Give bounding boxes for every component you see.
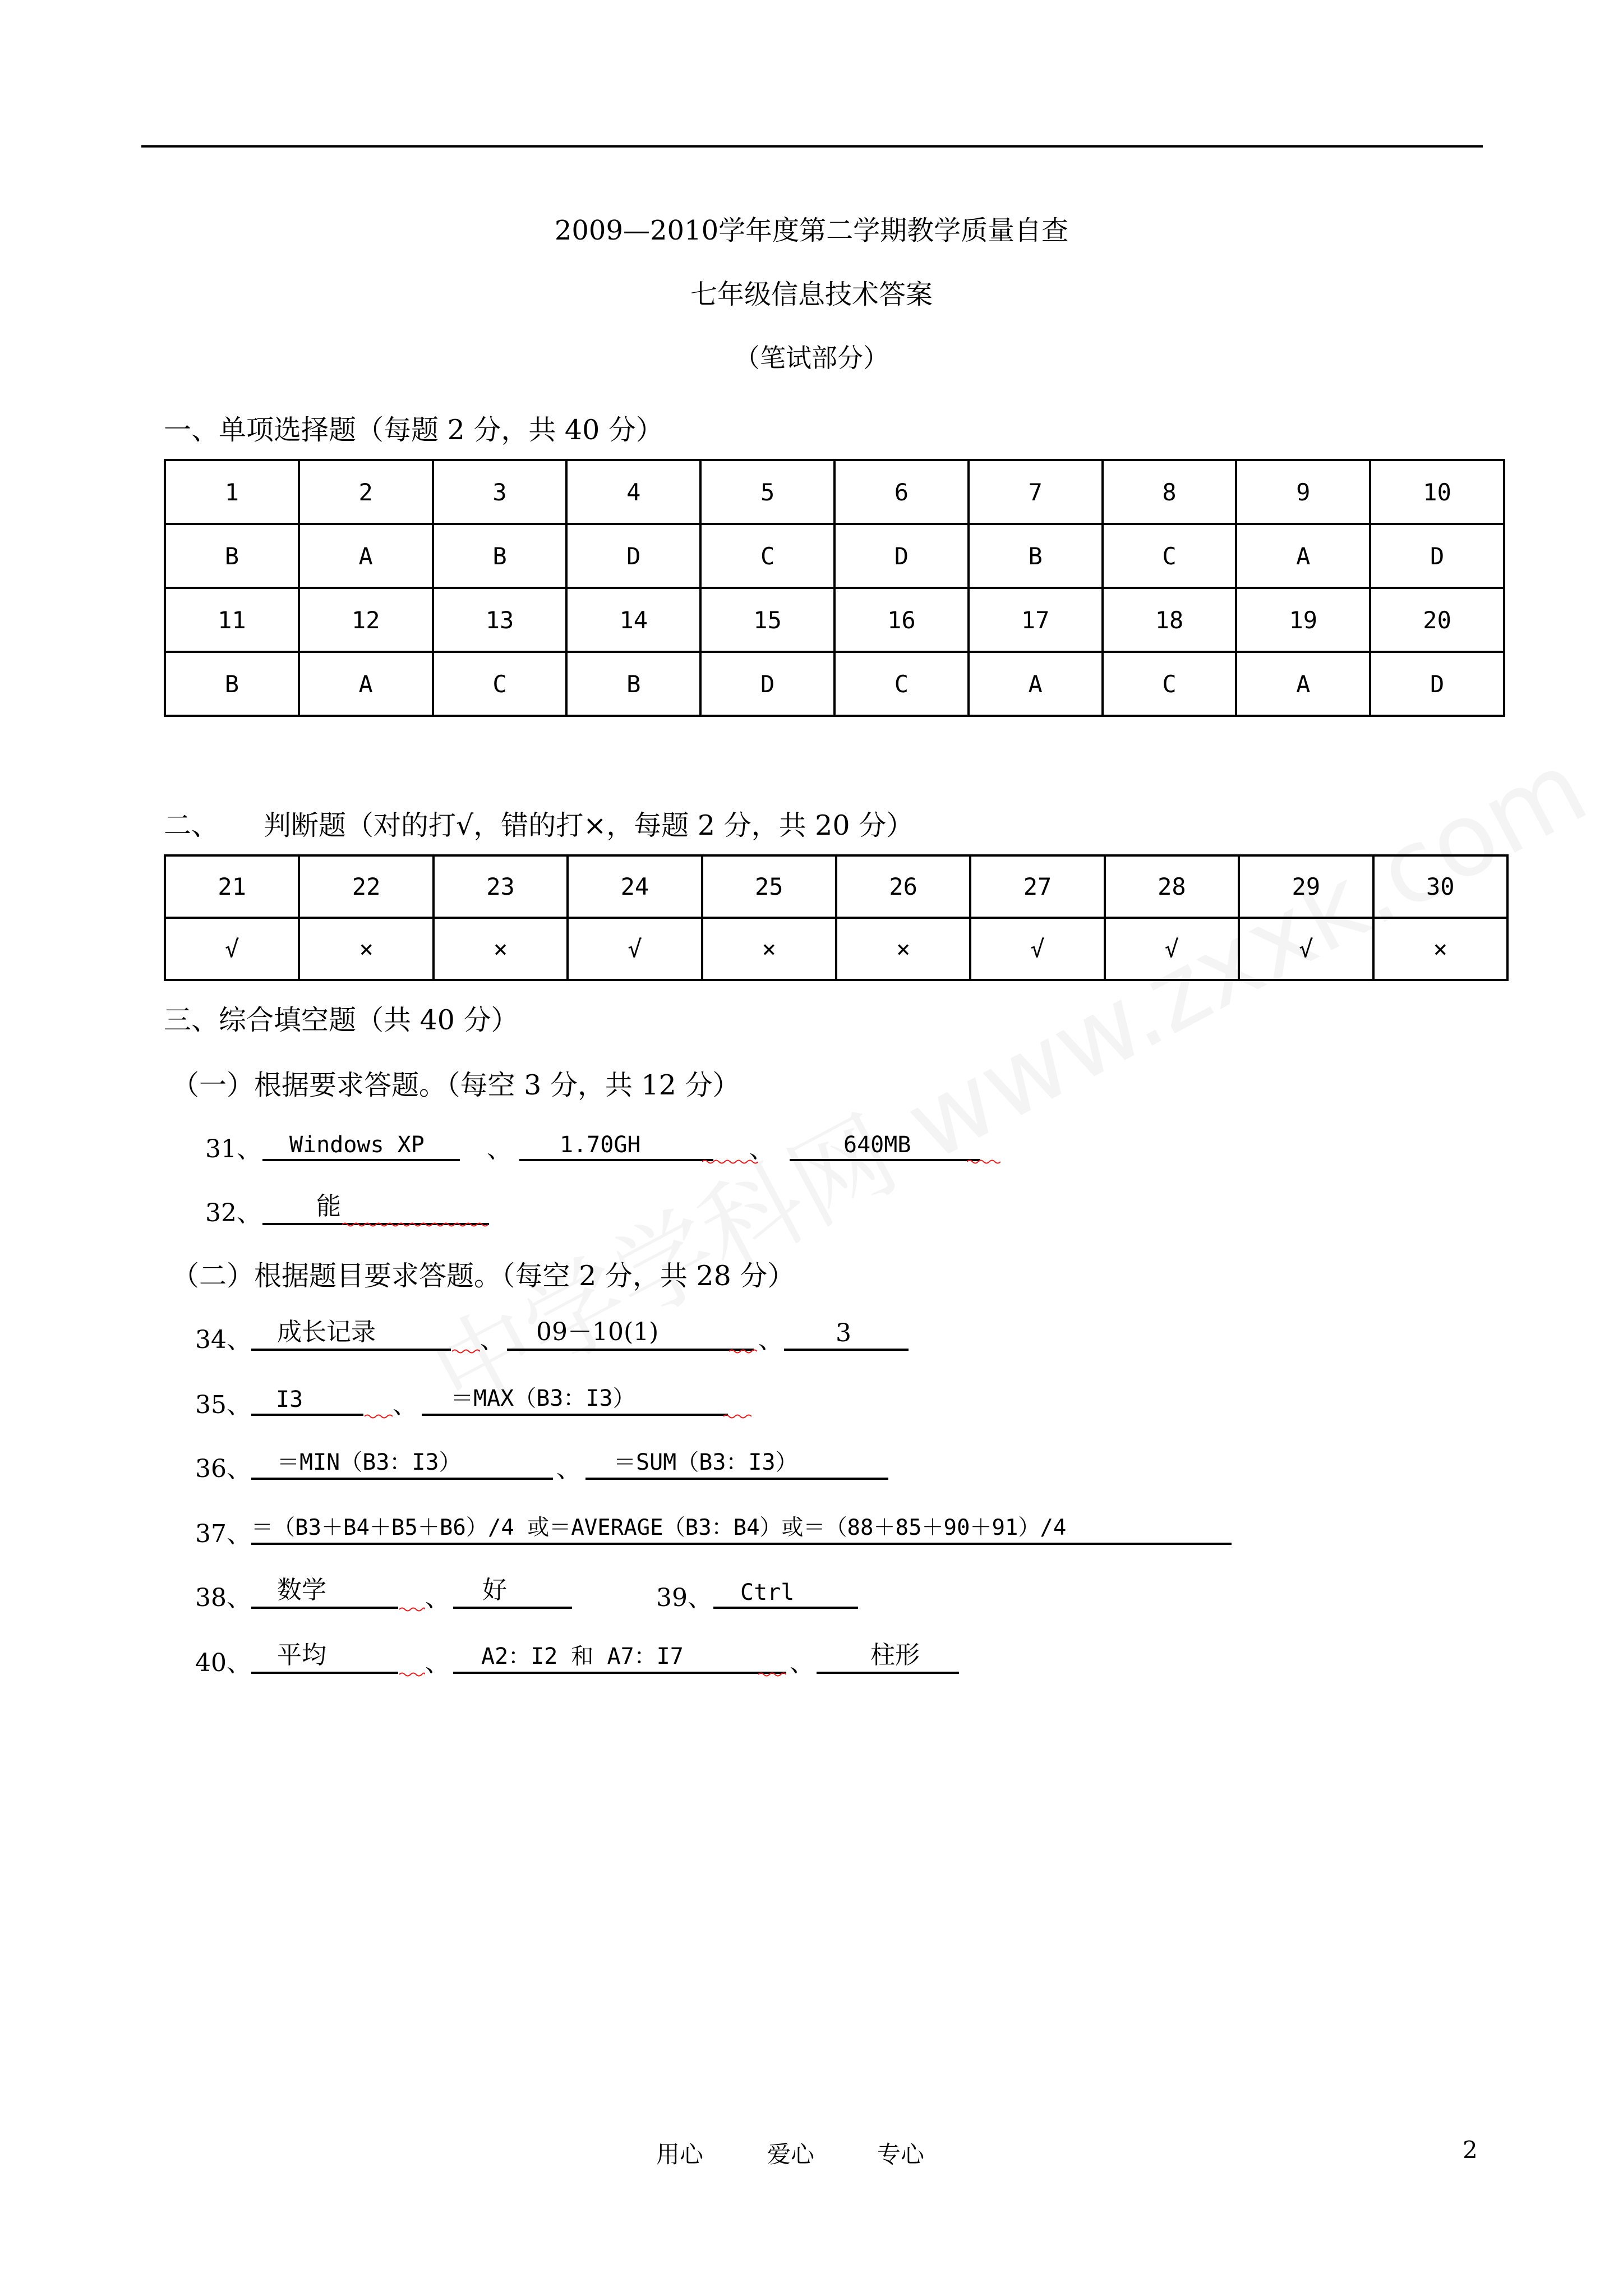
footer-text-1: 用心 [656, 2141, 704, 2168]
table-cell: 24 [568, 855, 702, 918]
q36-answer-1: ＝MIN（B3：I3） [277, 1450, 462, 1475]
q31-blank-2 [519, 1129, 713, 1161]
separator: 、 [758, 1326, 783, 1354]
table-cell: C [700, 524, 834, 588]
q36-blank-2 [585, 1447, 888, 1480]
table-cell: 13 [433, 588, 567, 652]
spellcheck-underline [365, 1414, 393, 1419]
table-cell: A [299, 652, 433, 716]
separator: 、 [425, 1584, 450, 1612]
separator: 、 [393, 1391, 417, 1419]
table-cell: × [702, 918, 836, 980]
table-cell: 14 [566, 588, 700, 652]
q37-blank [251, 1512, 1232, 1545]
spellcheck-underline [723, 1414, 751, 1419]
table-cell: B [165, 524, 299, 588]
q36-answer-2: ＝SUM（B3：I3） [614, 1450, 798, 1475]
table-cell: 17 [969, 588, 1103, 652]
table-cell: 26 [836, 855, 970, 918]
q32-answer: 能 [316, 1192, 341, 1221]
q38-answer-2: 好 [482, 1576, 507, 1604]
footer-text-2: 爱心 [767, 2141, 815, 2168]
separator: 、 [790, 1649, 814, 1677]
section2-heading: 判断题（对的打√，错的打×，每题 2 分，共 20 分） [264, 809, 914, 841]
table-cell: A [969, 652, 1103, 716]
q35-answer-1: I3 [276, 1387, 303, 1412]
q31-answer-2: 1.70GH [560, 1132, 641, 1158]
separator: 、 [480, 1326, 505, 1354]
q40-answer-2: A2：I2 和 A7：I7 [481, 1644, 684, 1669]
q34-answer-3: 3 [836, 1319, 851, 1347]
q31-answer-1: Windows XP [289, 1132, 425, 1158]
table-cell: 6 [834, 460, 969, 524]
table-cell: × [836, 918, 970, 980]
q40-blank-2 [453, 1641, 786, 1674]
table-cell: 9 [1236, 460, 1370, 524]
table-row [165, 460, 1504, 524]
table-cell: 25 [702, 855, 836, 918]
table-cell: C [1103, 524, 1237, 588]
q40-answer-3: 柱形 [870, 1641, 920, 1669]
q34-answer-2: 09－10(1) [536, 1318, 659, 1346]
table-cell: D [1370, 524, 1504, 588]
table-cell: 1 [165, 460, 299, 524]
separator: 、 [749, 1135, 774, 1163]
table-cell: 30 [1373, 855, 1507, 918]
section3-part2-heading: （二）根据题目要求答题。（每空 2 分，共 28 分） [172, 1260, 795, 1292]
table-cell: 18 [1103, 588, 1237, 652]
table-cell: B [433, 524, 567, 588]
q39-number: 39、 [656, 1584, 712, 1612]
spellcheck-underline [729, 1349, 757, 1354]
q36-number: 36、 [195, 1455, 251, 1483]
q39-blank [713, 1576, 858, 1609]
q40-number: 40、 [195, 1649, 251, 1677]
table-cell: 28 [1105, 855, 1239, 918]
q31-number: 31、 [205, 1135, 261, 1163]
q31-answer-3: 640MB [843, 1132, 911, 1158]
q38-answer-1: 数学 [277, 1576, 326, 1604]
table-cell: √ [970, 918, 1104, 980]
table-cell: 11 [165, 588, 299, 652]
table-cell: 4 [566, 460, 700, 524]
table-cell: × [1373, 918, 1507, 980]
q39-answer: Ctrl [740, 1580, 795, 1605]
table-cell: D [834, 524, 969, 588]
table-cell: 12 [299, 588, 433, 652]
table-cell: D [566, 524, 700, 588]
table-cell: 7 [969, 460, 1103, 524]
table-cell: 5 [700, 460, 834, 524]
choice-answer-table [164, 459, 1505, 717]
spellcheck-underline [399, 1672, 425, 1677]
table-cell: √ [1239, 918, 1373, 980]
spellcheck-underline [399, 1607, 425, 1612]
q34-blank-3 [784, 1318, 909, 1351]
table-cell: B [566, 652, 700, 716]
document-note: （笔试部分） [734, 343, 889, 373]
table-cell: × [299, 918, 433, 980]
table-cell: × [434, 918, 568, 980]
table-cell: √ [1105, 918, 1239, 980]
table-row [165, 588, 1504, 652]
q35-number: 35、 [195, 1391, 251, 1419]
q31-blank-1 [262, 1129, 460, 1161]
table-cell: 21 [165, 855, 299, 918]
table-cell: 23 [434, 855, 568, 918]
q34-answer-1: 成长记录 [277, 1318, 376, 1346]
q38-blank-2 [453, 1576, 572, 1609]
table-cell: 29 [1239, 855, 1373, 918]
header-rule [141, 145, 1483, 148]
table-cell: 22 [299, 855, 433, 918]
table-cell: 10 [1370, 460, 1504, 524]
table-cell: √ [165, 918, 299, 980]
section2-heading-number: 二、 [164, 809, 219, 841]
table-cell: 19 [1236, 588, 1370, 652]
table-cell: 27 [970, 855, 1104, 918]
table-cell: √ [568, 918, 702, 980]
table-row [165, 652, 1504, 716]
q37-answer: ＝（B3＋B4＋B5＋B6）/4 或＝AVERAGE（B3：B4）或＝（88＋85＋90＋91）/4 [251, 1515, 1067, 1540]
table-cell: 3 [433, 460, 567, 524]
separator: 、 [425, 1649, 450, 1677]
section3-part1-heading: （一）根据要求答题。（每空 3 分，共 12 分） [172, 1069, 740, 1101]
q38-number: 38、 [195, 1584, 251, 1612]
table-cell: A [1236, 524, 1370, 588]
q38-blank-1 [251, 1576, 398, 1609]
q35-blank-1 [251, 1383, 363, 1416]
q35-answer-2: ＝MAX（B3：I3） [451, 1386, 635, 1411]
table-cell: C [433, 652, 567, 716]
table-cell: 16 [834, 588, 969, 652]
q37-number: 37、 [195, 1520, 251, 1548]
table-cell: C [834, 652, 969, 716]
q40-blank-3 [817, 1641, 959, 1674]
table-cell: A [1236, 652, 1370, 716]
footer-text-3: 专心 [877, 2141, 925, 2168]
table-cell: 20 [1370, 588, 1504, 652]
separator: 、 [556, 1455, 581, 1483]
q40-blank-1 [251, 1641, 398, 1674]
spellcheck-underline [758, 1672, 786, 1677]
page-number: 2 [1463, 2136, 1478, 2164]
q32-number: 32、 [205, 1199, 261, 1227]
table-cell: 15 [700, 588, 834, 652]
q36-blank-1 [251, 1447, 553, 1480]
table-cell: 8 [1103, 460, 1237, 524]
table-cell: C [1103, 652, 1237, 716]
q32-blank [262, 1193, 489, 1225]
separator: 、 [487, 1135, 511, 1163]
q34-number: 34、 [195, 1326, 251, 1354]
table-cell: 2 [299, 460, 433, 524]
section1-heading: 一、单项选择题（每题 2 分，共 40 分） [164, 414, 663, 446]
document-subtitle: 七年级信息技术答案 [690, 279, 933, 310]
table-cell: D [1370, 652, 1504, 716]
document-title: 2009—2010学年度第二学期教学质量自查 [554, 215, 1069, 246]
q40-answer-1: 平均 [277, 1641, 326, 1669]
table-cell: A [299, 524, 433, 588]
table-cell: B [165, 652, 299, 716]
table-row [165, 524, 1504, 588]
spellcheck-underline [342, 1222, 489, 1227]
table-cell: B [969, 524, 1103, 588]
table-cell: D [700, 652, 834, 716]
section3-heading: 三、综合填空题（共 40 分） [164, 1004, 519, 1036]
